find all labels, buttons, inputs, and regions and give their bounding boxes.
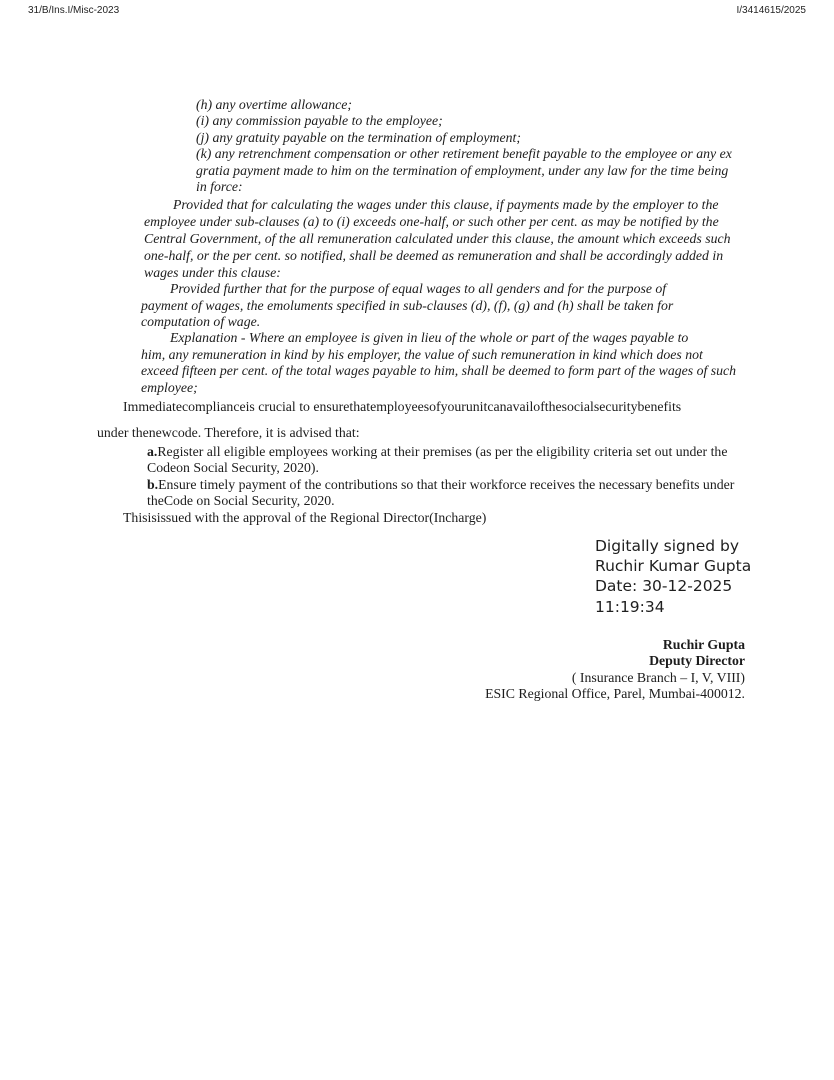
signatory-branch: ( Insurance Branch – I, V, VIII) <box>571 669 745 685</box>
explanation-line: employee; <box>141 379 198 395</box>
clause-k: (k) any retrenchment compensation or other retirement benefit payable to the employee or any ex <box>196 146 732 162</box>
proviso-first-line: Central Government, of the all remuneration calculated under this clause, the amount which exceeds such <box>144 231 731 246</box>
advice-a-text: Register all eligible employees working at their premises (as per the eligibility criteria set out under the <box>157 444 728 459</box>
advice-item-b-continued: theCode on Social Security, 2020. <box>147 493 335 509</box>
advice-item-a-continued: Codeon Social Security, 2020). <box>147 460 319 476</box>
compliance-statement <box>123 399 681 415</box>
proviso-first <box>144 196 731 281</box>
closing-line: Thisisissued with the approval of the Regional Director(Incharge) <box>123 510 487 525</box>
clause-h: (h) any overtime allowance; <box>196 97 352 112</box>
clause-k-continued: gratia payment made to him on the termination of employment, under any law for the time being <box>196 162 729 178</box>
advice-item-b <box>147 477 734 493</box>
proviso-first-line: one-half, or the per cent. so notified, shall be deemed as remuneration and shall be accordingly added in <box>144 248 724 263</box>
advice-item-a <box>147 444 734 460</box>
proviso-further <box>141 281 673 331</box>
advice-b-marker: b. <box>147 476 159 492</box>
closing-statement <box>123 510 486 526</box>
advice-a-marker: a. <box>147 444 158 459</box>
compliance-line-2: under thenewcode. Therefore, it is advised that: <box>97 425 360 440</box>
signatory-name: Ruchir Gupta <box>662 637 745 652</box>
proviso-further-line: payment of wages, the emoluments specified in sub-clauses (d), (f), (g) and (h) shall be taken for <box>141 297 674 313</box>
compliance-line-1: Immediatecomplianceis crucial to ensurethatemployeesofyourunitcanavailofthesocialsecuritybenefits <box>123 399 682 414</box>
signature-block <box>485 637 745 703</box>
file-reference-left: 31/B/Ins.I/Misc-2023 <box>28 5 120 16</box>
file-reference-right: I/3414615/2025 <box>736 5 806 16</box>
explanation-line: exceed fifteen per cent. of the total wages payable to him, shall be deemed to form part of the wages of such <box>141 363 737 379</box>
digital-signature-date: Date: 30-12-2025 <box>595 577 733 596</box>
digital-signature-time: 11:19:34 <box>595 597 665 616</box>
advice-b-text: Ensure timely payment of the contributions so that their workforce receives the necessary benefits under <box>158 476 735 492</box>
digital-signature-line: Digitally signed by <box>595 537 740 555</box>
clause-k-end: in force: <box>196 179 243 195</box>
clause-list <box>196 97 732 195</box>
proviso-first-line: wages under this clause: <box>144 265 281 280</box>
proviso-first-line: Provided that for calculating the wages under this clause, if payments made by the employer to the <box>173 197 719 212</box>
digital-signature-name: Ruchir Kumar Gupta <box>595 557 752 576</box>
clause-j: (j) any gratuity payable on the termination of employment; <box>196 129 521 145</box>
page-header <box>28 5 806 16</box>
explanation-paragraph <box>141 330 736 396</box>
explanation-line: Explanation - Where an employee is given in lieu of the whole or part of the wages payable to <box>170 330 689 345</box>
clause-i: (i) any commission payable to the employee; <box>196 113 443 129</box>
proviso-first-line: employee under sub-clauses (a) to (i) exceeds one-half, or such other per cent. as may be notified by the <box>144 214 719 229</box>
advice-list <box>147 444 734 510</box>
signatory-title: Deputy Director <box>649 653 745 669</box>
explanation-line: him, any remuneration in kind by his employer, the value of such remuneration in kind which does not <box>141 346 703 362</box>
signatory-office: ESIC Regional Office, Parel, Mumbai-400012. <box>485 686 745 702</box>
proviso-further-line: computation of wage. <box>141 314 261 330</box>
proviso-further-line: Provided further that for the purpose of equal wages to all genders and for the purpose of <box>170 281 667 296</box>
digital-signature-panel <box>595 536 751 617</box>
compliance-statement-continued <box>97 425 360 441</box>
